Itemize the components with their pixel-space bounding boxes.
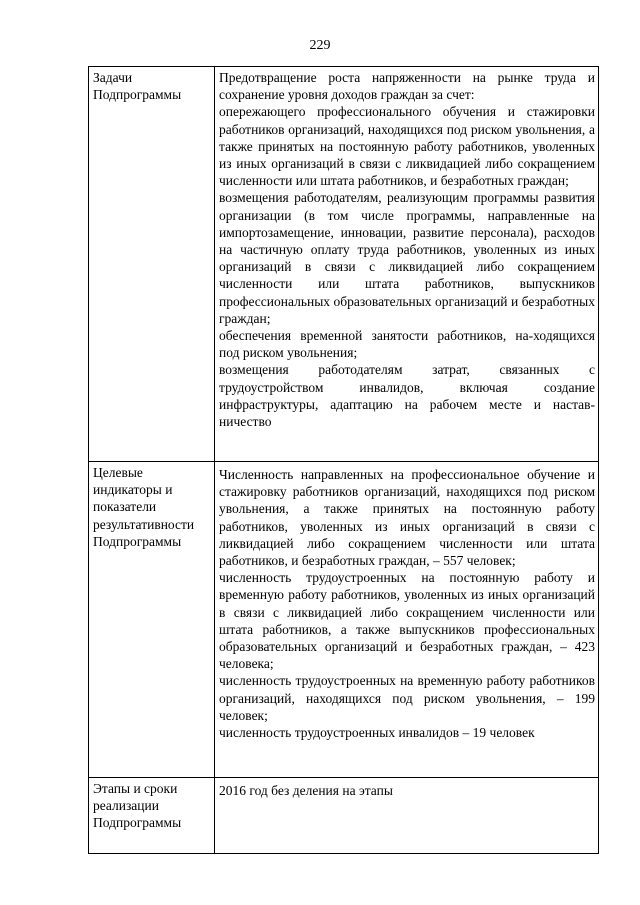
table-row-indicators	[89, 462, 599, 778]
tasks-paragraph: опережающего профессионального обучения и стажировки работников организаций, находящихся под риском увольнения, а также принятых на постоянную работу работников, уволенных из иных организаций в связи с ликвидацией либо сокращением численности или штата работников, и безработных граждан;	[219, 104, 595, 189]
page-number: 229	[309, 38, 331, 53]
indicators-paragraph: численность трудоустроенных инвалидов – 19 человек	[219, 725, 535, 741]
indicators-paragraph: Численность направленных на профессиональное обучение и стажировку работников организаций, находящихся под риском увольнения, а также принятых на постоянную работу работников, уволенных из иных организаций в связи с ликвидацией либо сокращением численности или штата работников, и безработных граждан, – 557 человек;	[219, 467, 595, 569]
tasks-content	[215, 67, 599, 462]
tasks-paragraph: возмещения работодателям, реализующим программы развития организации (в том числе программы, направленные на импортозамещение, инновации, развитие персонала), расходов на частичную оплату труда работников, уволенных из иных организаций в связи с ликвидацией либо сокращением численности или штата работников, выпускников профессиональных образовательных организаций и безработных граждан;	[219, 190, 595, 326]
indicators-paragraph: численность трудоустроенных на временную работу работников организаций, находящихся под риском увольнения, – 199 человек;	[219, 673, 595, 723]
stages-content	[215, 778, 599, 854]
stages-label: Этапы и сроки реализации Подпрограммы	[89, 778, 215, 854]
indicators-label: Целевые индикаторы и показатели результативности Подпрограммы	[89, 462, 215, 778]
indicators-paragraph: численность трудоустроенных на постоянную работу и временную работу работников, уволенных из иных организаций в связи с ликвидацией либо сокращением численности или штата работников, а также выпускников профессиональных образовательных организаций и безработных граждан, – 423 человека;	[219, 570, 595, 672]
tasks-paragraph: возмещения работодателям затрат, связанных с трудоустройством инвалидов, включая создание инфраструктуры, адаптацию на рабочем месте и настав-ничество	[219, 362, 595, 430]
stages-paragraph: 2016 год без деления на этапы	[219, 783, 393, 798]
tasks-label: Задачи Подпрограммы	[89, 67, 215, 462]
table-row-tasks	[89, 67, 599, 462]
indicators-content	[215, 462, 599, 778]
tasks-paragraph: обеспечения временной занятости работников, на-ходящихся под риском увольнения;	[219, 328, 595, 361]
program-passport-table	[88, 66, 599, 854]
tasks-paragraph: Предотвращение роста напряженности на рынке труда и сохранение уровня доходов граждан за счет:	[219, 70, 595, 103]
table-row-stages	[89, 778, 599, 854]
